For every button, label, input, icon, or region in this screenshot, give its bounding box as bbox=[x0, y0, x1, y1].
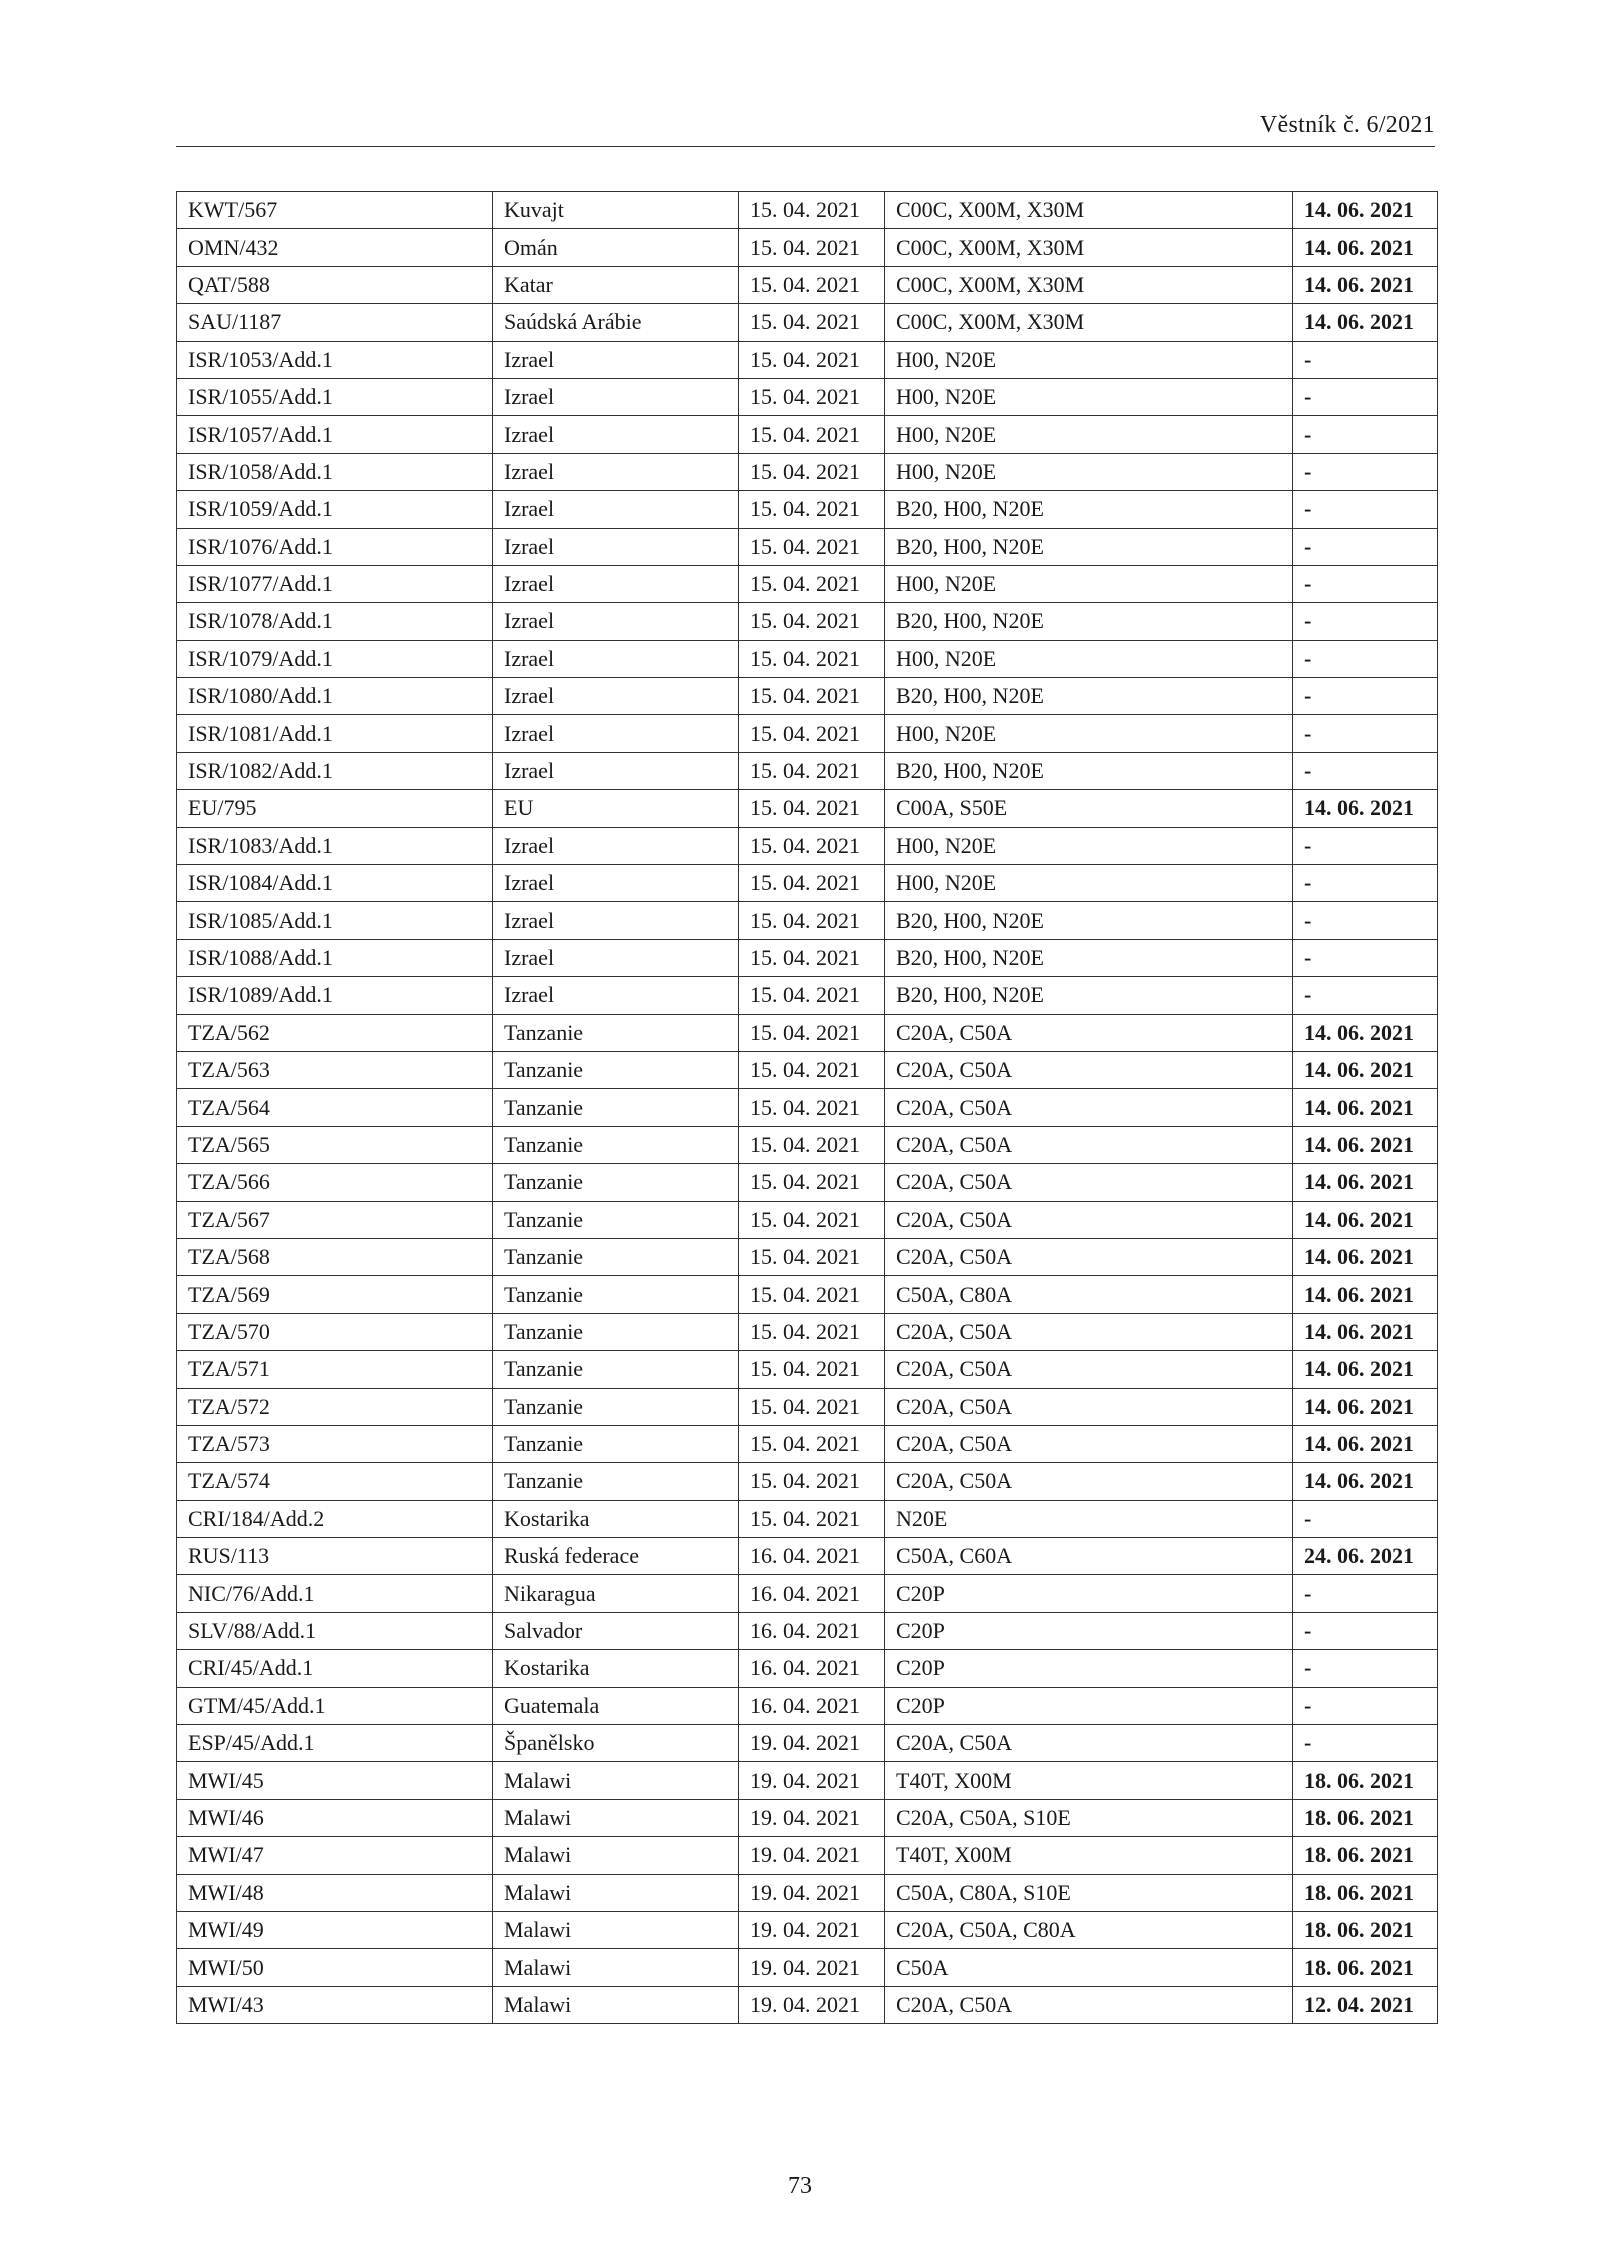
deadline-cell: - bbox=[1293, 528, 1438, 565]
date-cell: 15. 04. 2021 bbox=[739, 1126, 885, 1163]
table-row bbox=[177, 1238, 1438, 1275]
table-row bbox=[177, 1538, 1438, 1575]
ics-codes-cell: C20A, C50A, C80A bbox=[885, 1911, 1293, 1948]
table-row bbox=[177, 1463, 1438, 1500]
table-row bbox=[177, 977, 1438, 1014]
country-cell: Izrael bbox=[493, 865, 739, 902]
country-cell: Tanzanie bbox=[493, 1126, 739, 1163]
deadline-cell: - bbox=[1293, 902, 1438, 939]
document-symbol-cell: ISR/1077/Add.1 bbox=[177, 565, 493, 602]
document-symbol-cell: CRI/45/Add.1 bbox=[177, 1650, 493, 1687]
country-cell: Tanzanie bbox=[493, 1164, 739, 1201]
table-row bbox=[177, 491, 1438, 528]
document-symbol-cell: ISR/1055/Add.1 bbox=[177, 378, 493, 415]
ics-codes-cell: C20A, C50A bbox=[885, 1051, 1293, 1088]
ics-codes-cell: B20, H00, N20E bbox=[885, 939, 1293, 976]
deadline-cell: 14. 06. 2021 bbox=[1293, 1388, 1438, 1425]
document-symbol-cell: OMN/432 bbox=[177, 229, 493, 266]
country-cell: Tanzanie bbox=[493, 1313, 739, 1350]
country-cell: Tanzanie bbox=[493, 1351, 739, 1388]
document-symbol-cell: TZA/569 bbox=[177, 1276, 493, 1313]
ics-codes-cell: C20A, C50A bbox=[885, 1388, 1293, 1425]
deadline-cell: 14. 06. 2021 bbox=[1293, 1051, 1438, 1088]
deadline-cell: 14. 06. 2021 bbox=[1293, 1276, 1438, 1313]
table-row bbox=[177, 1351, 1438, 1388]
table-row bbox=[177, 1837, 1438, 1874]
country-cell: Kostarika bbox=[493, 1500, 739, 1537]
document-symbol-cell: MWI/48 bbox=[177, 1874, 493, 1911]
ics-codes-cell: B20, H00, N20E bbox=[885, 678, 1293, 715]
document-symbol-cell: GTM/45/Add.1 bbox=[177, 1687, 493, 1724]
table-row bbox=[177, 1650, 1438, 1687]
document-symbol-cell: ISR/1085/Add.1 bbox=[177, 902, 493, 939]
country-cell: Izrael bbox=[493, 640, 739, 677]
deadline-cell: 14. 06. 2021 bbox=[1293, 1463, 1438, 1500]
document-symbol-cell: ISR/1080/Add.1 bbox=[177, 678, 493, 715]
date-cell: 15. 04. 2021 bbox=[739, 752, 885, 789]
ics-codes-cell: H00, N20E bbox=[885, 865, 1293, 902]
deadline-cell: 18. 06. 2021 bbox=[1293, 1837, 1438, 1874]
country-cell: Ruská federace bbox=[493, 1538, 739, 1575]
table-row bbox=[177, 1051, 1438, 1088]
table-row bbox=[177, 865, 1438, 902]
date-cell: 15. 04. 2021 bbox=[739, 827, 885, 864]
deadline-cell: - bbox=[1293, 715, 1438, 752]
document-symbol-cell: ISR/1089/Add.1 bbox=[177, 977, 493, 1014]
table-row bbox=[177, 1874, 1438, 1911]
country-cell: Nikaragua bbox=[493, 1575, 739, 1612]
document-symbol-cell: ISR/1082/Add.1 bbox=[177, 752, 493, 789]
deadline-cell: - bbox=[1293, 640, 1438, 677]
table-row bbox=[177, 528, 1438, 565]
deadline-cell: - bbox=[1293, 1725, 1438, 1762]
deadline-cell: 18. 06. 2021 bbox=[1293, 1874, 1438, 1911]
deadline-cell: 14. 06. 2021 bbox=[1293, 304, 1438, 341]
deadline-cell: 24. 06. 2021 bbox=[1293, 1538, 1438, 1575]
document-symbol-cell: ISR/1079/Add.1 bbox=[177, 640, 493, 677]
date-cell: 19. 04. 2021 bbox=[739, 1762, 885, 1799]
date-cell: 15. 04. 2021 bbox=[739, 1425, 885, 1462]
ics-codes-cell: C20P bbox=[885, 1687, 1293, 1724]
country-cell: Izrael bbox=[493, 977, 739, 1014]
country-cell: Izrael bbox=[493, 528, 739, 565]
date-cell: 15. 04. 2021 bbox=[739, 304, 885, 341]
date-cell: 15. 04. 2021 bbox=[739, 865, 885, 902]
table-row bbox=[177, 1911, 1438, 1948]
date-cell: 16. 04. 2021 bbox=[739, 1612, 885, 1649]
ics-codes-cell: H00, N20E bbox=[885, 640, 1293, 677]
table-row bbox=[177, 341, 1438, 378]
country-cell: Izrael bbox=[493, 715, 739, 752]
table-row bbox=[177, 1500, 1438, 1537]
table-row bbox=[177, 1164, 1438, 1201]
country-cell: Malawi bbox=[493, 1911, 739, 1948]
notifications-table bbox=[176, 191, 1438, 2024]
ics-codes-cell: C20A, C50A bbox=[885, 1986, 1293, 2023]
date-cell: 15. 04. 2021 bbox=[739, 416, 885, 453]
document-symbol-cell: NIC/76/Add.1 bbox=[177, 1575, 493, 1612]
table-row bbox=[177, 565, 1438, 602]
country-cell: Izrael bbox=[493, 453, 739, 490]
document-symbol-cell: ISR/1078/Add.1 bbox=[177, 603, 493, 640]
date-cell: 15. 04. 2021 bbox=[739, 1276, 885, 1313]
ics-codes-cell: H00, N20E bbox=[885, 827, 1293, 864]
date-cell: 15. 04. 2021 bbox=[739, 565, 885, 602]
document-symbol-cell: TZA/564 bbox=[177, 1089, 493, 1126]
document-symbol-cell: TZA/562 bbox=[177, 1014, 493, 1051]
ics-codes-cell: C20P bbox=[885, 1575, 1293, 1612]
table-row bbox=[177, 1949, 1438, 1986]
document-symbol-cell: ISR/1053/Add.1 bbox=[177, 341, 493, 378]
table-row bbox=[177, 1313, 1438, 1350]
table-row bbox=[177, 1201, 1438, 1238]
ics-codes-cell: H00, N20E bbox=[885, 565, 1293, 602]
deadline-cell: - bbox=[1293, 827, 1438, 864]
ics-codes-cell: C00C, X00M, X30M bbox=[885, 266, 1293, 303]
deadline-cell: - bbox=[1293, 977, 1438, 1014]
ics-codes-cell: H00, N20E bbox=[885, 378, 1293, 415]
table-row bbox=[177, 304, 1438, 341]
ics-codes-cell: B20, H00, N20E bbox=[885, 977, 1293, 1014]
document-symbol-cell: MWI/47 bbox=[177, 1837, 493, 1874]
deadline-cell: 14. 06. 2021 bbox=[1293, 1351, 1438, 1388]
deadline-cell: - bbox=[1293, 752, 1438, 789]
date-cell: 15. 04. 2021 bbox=[739, 1201, 885, 1238]
country-cell: Tanzanie bbox=[493, 1238, 739, 1275]
country-cell: Izrael bbox=[493, 565, 739, 602]
date-cell: 15. 04. 2021 bbox=[739, 528, 885, 565]
deadline-cell: - bbox=[1293, 1687, 1438, 1724]
ics-codes-cell: C20A, C50A bbox=[885, 1164, 1293, 1201]
table-row bbox=[177, 1276, 1438, 1313]
country-cell: Malawi bbox=[493, 1986, 739, 2023]
ics-codes-cell: C20A, C50A bbox=[885, 1313, 1293, 1350]
ics-codes-cell: C50A, C60A bbox=[885, 1538, 1293, 1575]
document-symbol-cell: TZA/563 bbox=[177, 1051, 493, 1088]
date-cell: 15. 04. 2021 bbox=[739, 1313, 885, 1350]
table-row bbox=[177, 1089, 1438, 1126]
deadline-cell: - bbox=[1293, 1500, 1438, 1537]
table-body bbox=[177, 192, 1438, 2024]
country-cell: Tanzanie bbox=[493, 1388, 739, 1425]
ics-codes-cell: C20A, C50A bbox=[885, 1014, 1293, 1051]
document-symbol-cell: TZA/566 bbox=[177, 1164, 493, 1201]
document-symbol-cell: TZA/570 bbox=[177, 1313, 493, 1350]
document-symbol-cell: ISR/1088/Add.1 bbox=[177, 939, 493, 976]
ics-codes-cell: H00, N20E bbox=[885, 453, 1293, 490]
deadline-cell: - bbox=[1293, 939, 1438, 976]
deadline-cell: - bbox=[1293, 678, 1438, 715]
date-cell: 15. 04. 2021 bbox=[739, 491, 885, 528]
ics-codes-cell: B20, H00, N20E bbox=[885, 528, 1293, 565]
deadline-cell: 14. 06. 2021 bbox=[1293, 192, 1438, 229]
deadline-cell: - bbox=[1293, 1612, 1438, 1649]
ics-codes-cell: C20A, C50A bbox=[885, 1425, 1293, 1462]
table-row bbox=[177, 790, 1438, 827]
ics-codes-cell: C00C, X00M, X30M bbox=[885, 229, 1293, 266]
deadline-cell: - bbox=[1293, 603, 1438, 640]
table-row bbox=[177, 1388, 1438, 1425]
date-cell: 15. 04. 2021 bbox=[739, 640, 885, 677]
date-cell: 16. 04. 2021 bbox=[739, 1650, 885, 1687]
country-cell: Izrael bbox=[493, 603, 739, 640]
ics-codes-cell: C00A, S50E bbox=[885, 790, 1293, 827]
country-cell: Kostarika bbox=[493, 1650, 739, 1687]
date-cell: 15. 04. 2021 bbox=[739, 939, 885, 976]
country-cell: Tanzanie bbox=[493, 1201, 739, 1238]
country-cell: Izrael bbox=[493, 341, 739, 378]
date-cell: 19. 04. 2021 bbox=[739, 1949, 885, 1986]
country-cell: Izrael bbox=[493, 902, 739, 939]
date-cell: 15. 04. 2021 bbox=[739, 378, 885, 415]
date-cell: 15. 04. 2021 bbox=[739, 603, 885, 640]
ics-codes-cell: C50A, C80A bbox=[885, 1276, 1293, 1313]
country-cell: Malawi bbox=[493, 1799, 739, 1836]
document-symbol-cell: ISR/1081/Add.1 bbox=[177, 715, 493, 752]
ics-codes-cell: B20, H00, N20E bbox=[885, 603, 1293, 640]
country-cell: Izrael bbox=[493, 827, 739, 864]
date-cell: 15. 04. 2021 bbox=[739, 678, 885, 715]
page-header bbox=[176, 108, 1435, 147]
deadline-cell: 14. 06. 2021 bbox=[1293, 1014, 1438, 1051]
ics-codes-cell: C00C, X00M, X30M bbox=[885, 304, 1293, 341]
document-symbol-cell: SAU/1187 bbox=[177, 304, 493, 341]
ics-codes-cell: H00, N20E bbox=[885, 416, 1293, 453]
document-symbol-cell: TZA/574 bbox=[177, 1463, 493, 1500]
table-row bbox=[177, 378, 1438, 415]
ics-codes-cell: C20A, C50A bbox=[885, 1238, 1293, 1275]
date-cell: 19. 04. 2021 bbox=[739, 1799, 885, 1836]
document-symbol-cell: ISR/1083/Add.1 bbox=[177, 827, 493, 864]
date-cell: 16. 04. 2021 bbox=[739, 1687, 885, 1724]
date-cell: 19. 04. 2021 bbox=[739, 1874, 885, 1911]
ics-codes-cell: C50A, C80A, S10E bbox=[885, 1874, 1293, 1911]
country-cell: Malawi bbox=[493, 1949, 739, 1986]
ics-codes-cell: C20A, C50A bbox=[885, 1351, 1293, 1388]
country-cell: Malawi bbox=[493, 1837, 739, 1874]
date-cell: 15. 04. 2021 bbox=[739, 341, 885, 378]
country-cell: Izrael bbox=[493, 491, 739, 528]
table-row bbox=[177, 1986, 1438, 2023]
deadline-cell: - bbox=[1293, 341, 1438, 378]
table-row bbox=[177, 1126, 1438, 1163]
document-symbol-cell: SLV/88/Add.1 bbox=[177, 1612, 493, 1649]
deadline-cell: 14. 06. 2021 bbox=[1293, 1201, 1438, 1238]
date-cell: 15. 04. 2021 bbox=[739, 715, 885, 752]
table-row bbox=[177, 1014, 1438, 1051]
date-cell: 15. 04. 2021 bbox=[739, 192, 885, 229]
deadline-cell: 14. 06. 2021 bbox=[1293, 1089, 1438, 1126]
date-cell: 15. 04. 2021 bbox=[739, 1014, 885, 1051]
document-symbol-cell: MWI/43 bbox=[177, 1986, 493, 2023]
document-symbol-cell: MWI/50 bbox=[177, 1949, 493, 1986]
ics-codes-cell: C50A bbox=[885, 1949, 1293, 1986]
deadline-cell: 14. 06. 2021 bbox=[1293, 1238, 1438, 1275]
ics-codes-cell: C20A, C50A bbox=[885, 1725, 1293, 1762]
document-symbol-cell: RUS/113 bbox=[177, 1538, 493, 1575]
deadline-cell: 18. 06. 2021 bbox=[1293, 1762, 1438, 1799]
country-cell: Kuvajt bbox=[493, 192, 739, 229]
date-cell: 16. 04. 2021 bbox=[739, 1538, 885, 1575]
date-cell: 15. 04. 2021 bbox=[739, 1164, 885, 1201]
table-row bbox=[177, 1575, 1438, 1612]
date-cell: 15. 04. 2021 bbox=[739, 229, 885, 266]
ics-codes-cell: C20A, C50A bbox=[885, 1463, 1293, 1500]
date-cell: 19. 04. 2021 bbox=[739, 1837, 885, 1874]
ics-codes-cell: C20A, C50A, S10E bbox=[885, 1799, 1293, 1836]
table-row bbox=[177, 827, 1438, 864]
ics-codes-cell: B20, H00, N20E bbox=[885, 902, 1293, 939]
table-row bbox=[177, 1799, 1438, 1836]
ics-codes-cell: C00C, X00M, X30M bbox=[885, 192, 1293, 229]
ics-codes-cell: C20A, C50A bbox=[885, 1089, 1293, 1126]
date-cell: 15. 04. 2021 bbox=[739, 1388, 885, 1425]
page-number: 73 bbox=[788, 2173, 812, 2199]
deadline-cell: - bbox=[1293, 565, 1438, 602]
document-symbol-cell: MWI/46 bbox=[177, 1799, 493, 1836]
document-symbol-cell: TZA/573 bbox=[177, 1425, 493, 1462]
ics-codes-cell: B20, H00, N20E bbox=[885, 491, 1293, 528]
country-cell: Izrael bbox=[493, 678, 739, 715]
table-row bbox=[177, 939, 1438, 976]
deadline-cell: 14. 06. 2021 bbox=[1293, 229, 1438, 266]
ics-codes-cell: T40T, X00M bbox=[885, 1762, 1293, 1799]
country-cell: Salvador bbox=[493, 1612, 739, 1649]
country-cell: EU bbox=[493, 790, 739, 827]
deadline-cell: - bbox=[1293, 416, 1438, 453]
table-row bbox=[177, 1687, 1438, 1724]
country-cell: Tanzanie bbox=[493, 1089, 739, 1126]
ics-codes-cell: H00, N20E bbox=[885, 715, 1293, 752]
ics-codes-cell: T40T, X00M bbox=[885, 1837, 1293, 1874]
document-symbol-cell: MWI/49 bbox=[177, 1911, 493, 1948]
table-row bbox=[177, 192, 1438, 229]
table-row bbox=[177, 1612, 1438, 1649]
ics-codes-cell: C20P bbox=[885, 1612, 1293, 1649]
date-cell: 15. 04. 2021 bbox=[739, 790, 885, 827]
country-cell: Malawi bbox=[493, 1762, 739, 1799]
country-cell: Malawi bbox=[493, 1874, 739, 1911]
table-row bbox=[177, 678, 1438, 715]
table-row bbox=[177, 229, 1438, 266]
deadline-cell: 18. 06. 2021 bbox=[1293, 1949, 1438, 1986]
document-symbol-cell: ESP/45/Add.1 bbox=[177, 1725, 493, 1762]
country-cell: Guatemala bbox=[493, 1687, 739, 1724]
document-symbol-cell: TZA/572 bbox=[177, 1388, 493, 1425]
ics-codes-cell: H00, N20E bbox=[885, 341, 1293, 378]
country-cell: Izrael bbox=[493, 752, 739, 789]
date-cell: 15. 04. 2021 bbox=[739, 453, 885, 490]
date-cell: 16. 04. 2021 bbox=[739, 1575, 885, 1612]
document-symbol-cell: EU/795 bbox=[177, 790, 493, 827]
deadline-cell: 18. 06. 2021 bbox=[1293, 1799, 1438, 1836]
date-cell: 15. 04. 2021 bbox=[739, 1500, 885, 1537]
deadline-cell: - bbox=[1293, 491, 1438, 528]
deadline-cell: - bbox=[1293, 378, 1438, 415]
document-symbol-cell: TZA/571 bbox=[177, 1351, 493, 1388]
date-cell: 15. 04. 2021 bbox=[739, 1051, 885, 1088]
date-cell: 19. 04. 2021 bbox=[739, 1911, 885, 1948]
date-cell: 15. 04. 2021 bbox=[739, 977, 885, 1014]
document-symbol-cell: ISR/1057/Add.1 bbox=[177, 416, 493, 453]
country-cell: Tanzanie bbox=[493, 1463, 739, 1500]
document-symbol-cell: ISR/1084/Add.1 bbox=[177, 865, 493, 902]
document-symbol-cell: CRI/184/Add.2 bbox=[177, 1500, 493, 1537]
document-symbol-cell: TZA/567 bbox=[177, 1201, 493, 1238]
country-cell: Tanzanie bbox=[493, 1276, 739, 1313]
table-row bbox=[177, 752, 1438, 789]
country-cell: Omán bbox=[493, 229, 739, 266]
date-cell: 15. 04. 2021 bbox=[739, 1089, 885, 1126]
ics-codes-cell: N20E bbox=[885, 1500, 1293, 1537]
table-row bbox=[177, 715, 1438, 752]
date-cell: 19. 04. 2021 bbox=[739, 1725, 885, 1762]
deadline-cell: 14. 06. 2021 bbox=[1293, 266, 1438, 303]
date-cell: 15. 04. 2021 bbox=[739, 902, 885, 939]
table-row bbox=[177, 416, 1438, 453]
date-cell: 15. 04. 2021 bbox=[739, 266, 885, 303]
table-row bbox=[177, 1762, 1438, 1799]
country-cell: Izrael bbox=[493, 416, 739, 453]
table-row bbox=[177, 640, 1438, 677]
date-cell: 15. 04. 2021 bbox=[739, 1238, 885, 1275]
table-row bbox=[177, 902, 1438, 939]
date-cell: 15. 04. 2021 bbox=[739, 1463, 885, 1500]
deadline-cell: 14. 06. 2021 bbox=[1293, 1164, 1438, 1201]
deadline-cell: 18. 06. 2021 bbox=[1293, 1911, 1438, 1948]
ics-codes-cell: C20A, C50A bbox=[885, 1126, 1293, 1163]
country-cell: Tanzanie bbox=[493, 1014, 739, 1051]
ics-codes-cell: C20P bbox=[885, 1650, 1293, 1687]
deadline-cell: - bbox=[1293, 865, 1438, 902]
document-symbol-cell: ISR/1059/Add.1 bbox=[177, 491, 493, 528]
deadline-cell: 14. 06. 2021 bbox=[1293, 1313, 1438, 1350]
date-cell: 19. 04. 2021 bbox=[739, 1986, 885, 2023]
date-cell: 15. 04. 2021 bbox=[739, 1351, 885, 1388]
table-row bbox=[177, 453, 1438, 490]
deadline-cell: - bbox=[1293, 1575, 1438, 1612]
country-cell: Izrael bbox=[493, 378, 739, 415]
country-cell: Španělsko bbox=[493, 1725, 739, 1762]
deadline-cell: - bbox=[1293, 1650, 1438, 1687]
ics-codes-cell: B20, H00, N20E bbox=[885, 752, 1293, 789]
table-row bbox=[177, 1725, 1438, 1762]
document-symbol-cell: ISR/1058/Add.1 bbox=[177, 453, 493, 490]
deadline-cell: 14. 06. 2021 bbox=[1293, 790, 1438, 827]
table-row bbox=[177, 1425, 1438, 1462]
table-row bbox=[177, 266, 1438, 303]
deadline-cell: 14. 06. 2021 bbox=[1293, 1425, 1438, 1462]
country-cell: Saúdská Arábie bbox=[493, 304, 739, 341]
document-symbol-cell: MWI/45 bbox=[177, 1762, 493, 1799]
deadline-cell: 12. 04. 2021 bbox=[1293, 1986, 1438, 2023]
document-symbol-cell: KWT/567 bbox=[177, 192, 493, 229]
country-cell: Tanzanie bbox=[493, 1425, 739, 1462]
deadline-cell: 14. 06. 2021 bbox=[1293, 1126, 1438, 1163]
country-cell: Izrael bbox=[493, 939, 739, 976]
table-row bbox=[177, 603, 1438, 640]
bulletin-title: Věstník č. 6/2021 bbox=[1259, 112, 1435, 138]
document-symbol-cell: TZA/565 bbox=[177, 1126, 493, 1163]
document-symbol-cell: TZA/568 bbox=[177, 1238, 493, 1275]
country-cell: Katar bbox=[493, 266, 739, 303]
document-symbol-cell: QAT/588 bbox=[177, 266, 493, 303]
document-symbol-cell: ISR/1076/Add.1 bbox=[177, 528, 493, 565]
deadline-cell: - bbox=[1293, 453, 1438, 490]
country-cell: Tanzanie bbox=[493, 1051, 739, 1088]
ics-codes-cell: C20A, C50A bbox=[885, 1201, 1293, 1238]
